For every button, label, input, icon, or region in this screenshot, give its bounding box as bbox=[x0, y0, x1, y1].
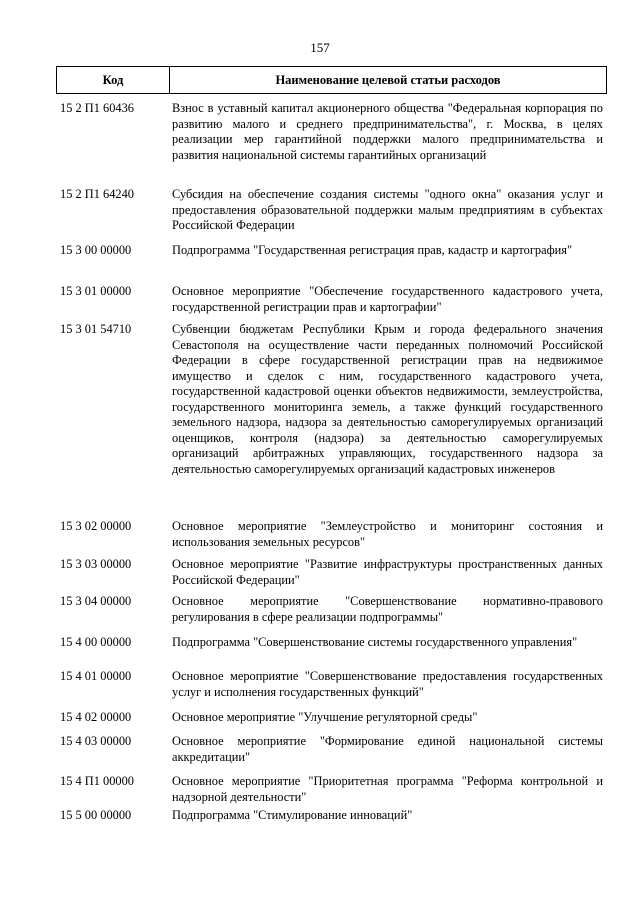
table-row bbox=[56, 519, 607, 557]
row-name: Подпрограмма "Совершенствование системы государственного управления" bbox=[172, 635, 578, 649]
table-row bbox=[56, 635, 607, 669]
row-name: Основное мероприятие "Формирование единой национальной системы аккредитации" bbox=[172, 734, 603, 764]
row-code: 15 3 01 00000 bbox=[60, 284, 132, 298]
row-name: Основное мероприятие "Улучшение регуляторной среды" bbox=[172, 710, 478, 724]
table-row bbox=[56, 710, 607, 734]
row-code: 15 2 П1 60436 bbox=[60, 101, 134, 115]
row-code: 15 3 01 54710 bbox=[60, 322, 132, 336]
page-number: 157 bbox=[310, 40, 330, 55]
header-name: Наименование целевой статьи расходов bbox=[275, 72, 501, 87]
table-row bbox=[56, 284, 607, 322]
table-row bbox=[56, 808, 607, 828]
table-row bbox=[56, 774, 607, 808]
table-header bbox=[56, 66, 607, 94]
row-name: Подпрограмма "Стимулирование инноваций" bbox=[172, 808, 413, 822]
row-name: Субсидия на обеспечение создания системы "одного окна" оказания услуг и предоставления образовательной поддержки малым предприятиям в субъектах Российской Федерации bbox=[172, 187, 603, 232]
row-code: 15 3 03 00000 bbox=[60, 557, 132, 571]
row-code: 15 4 03 00000 bbox=[60, 734, 132, 748]
table-body bbox=[56, 101, 607, 828]
row-name: Основное мероприятие "Развитие инфраструктуры пространственных данных Российской Федерации" bbox=[172, 557, 603, 587]
table-row bbox=[56, 101, 607, 187]
row-code: 15 4 П1 00000 bbox=[60, 774, 134, 788]
table-row bbox=[56, 187, 607, 243]
header-code: Код bbox=[57, 67, 170, 93]
row-code: 15 4 00 00000 bbox=[60, 635, 132, 649]
row-code: 15 4 01 00000 bbox=[60, 669, 132, 683]
row-name: Основное мероприятие "Совершенствование нормативно-правового регулирования в сфере реализации подпрограммы" bbox=[172, 594, 603, 624]
row-name: Основное мероприятие "Обеспечение государственного кадастрового учета, государственной регистрации прав и картографии" bbox=[172, 284, 603, 314]
table-row bbox=[56, 322, 607, 519]
row-code: 15 3 04 00000 bbox=[60, 594, 132, 608]
table-row bbox=[56, 243, 607, 284]
row-name: Основное мероприятие "Приоритетная программа "Реформа контрольной и надзорной деятельности" bbox=[172, 774, 603, 804]
row-code: 15 3 02 00000 bbox=[60, 519, 132, 533]
table-row bbox=[56, 557, 607, 594]
table-row bbox=[56, 734, 607, 774]
row-name: Взнос в уставный капитал акционерного общества "Федеральная корпорация по развитию малого и среднего предпринимательства", г. Москва, в целях реализации мер гарантийной поддержки малого предпринимательства и развития национальной системы гарантийных организаций bbox=[172, 101, 603, 162]
row-code: 15 5 00 00000 bbox=[60, 808, 132, 822]
row-name: Субвенции бюджетам Республики Крым и города федерального значения Севастополя на осуществление части переданных полномочий Российской Федерации в сфере государственной регистрации прав на недвижимое имущество и сделок с ним, государственного кадастрового учета, государственной кадастровой оценки объектов недвижимости, землеустройства, государственного мониторинга земель, а также функций государственного земельного надзора, надзора за деятельностью саморегулируемых организаций оценщиков, контроля (надзора) за деятельностью саморегулируемых организаций арбитражных управляющих, государственного надзора за деятельностью саморегулируемых организаций кадастровых инженеров bbox=[172, 322, 603, 476]
table-row bbox=[56, 669, 607, 710]
row-name: Основное мероприятие "Совершенствование предоставления государственных услуг и исполнения государственных функций" bbox=[172, 669, 603, 699]
row-name: Подпрограмма "Государственная регистрация прав, кадастр и картография" bbox=[172, 243, 573, 257]
table-row bbox=[56, 594, 607, 635]
row-code: 15 2 П1 64240 bbox=[60, 187, 134, 201]
row-name: Основное мероприятие "Землеустройство и мониторинг состояния и использования земельных ресурсов" bbox=[172, 519, 603, 549]
row-code: 15 4 02 00000 bbox=[60, 710, 132, 724]
row-code: 15 3 00 00000 bbox=[60, 243, 132, 257]
